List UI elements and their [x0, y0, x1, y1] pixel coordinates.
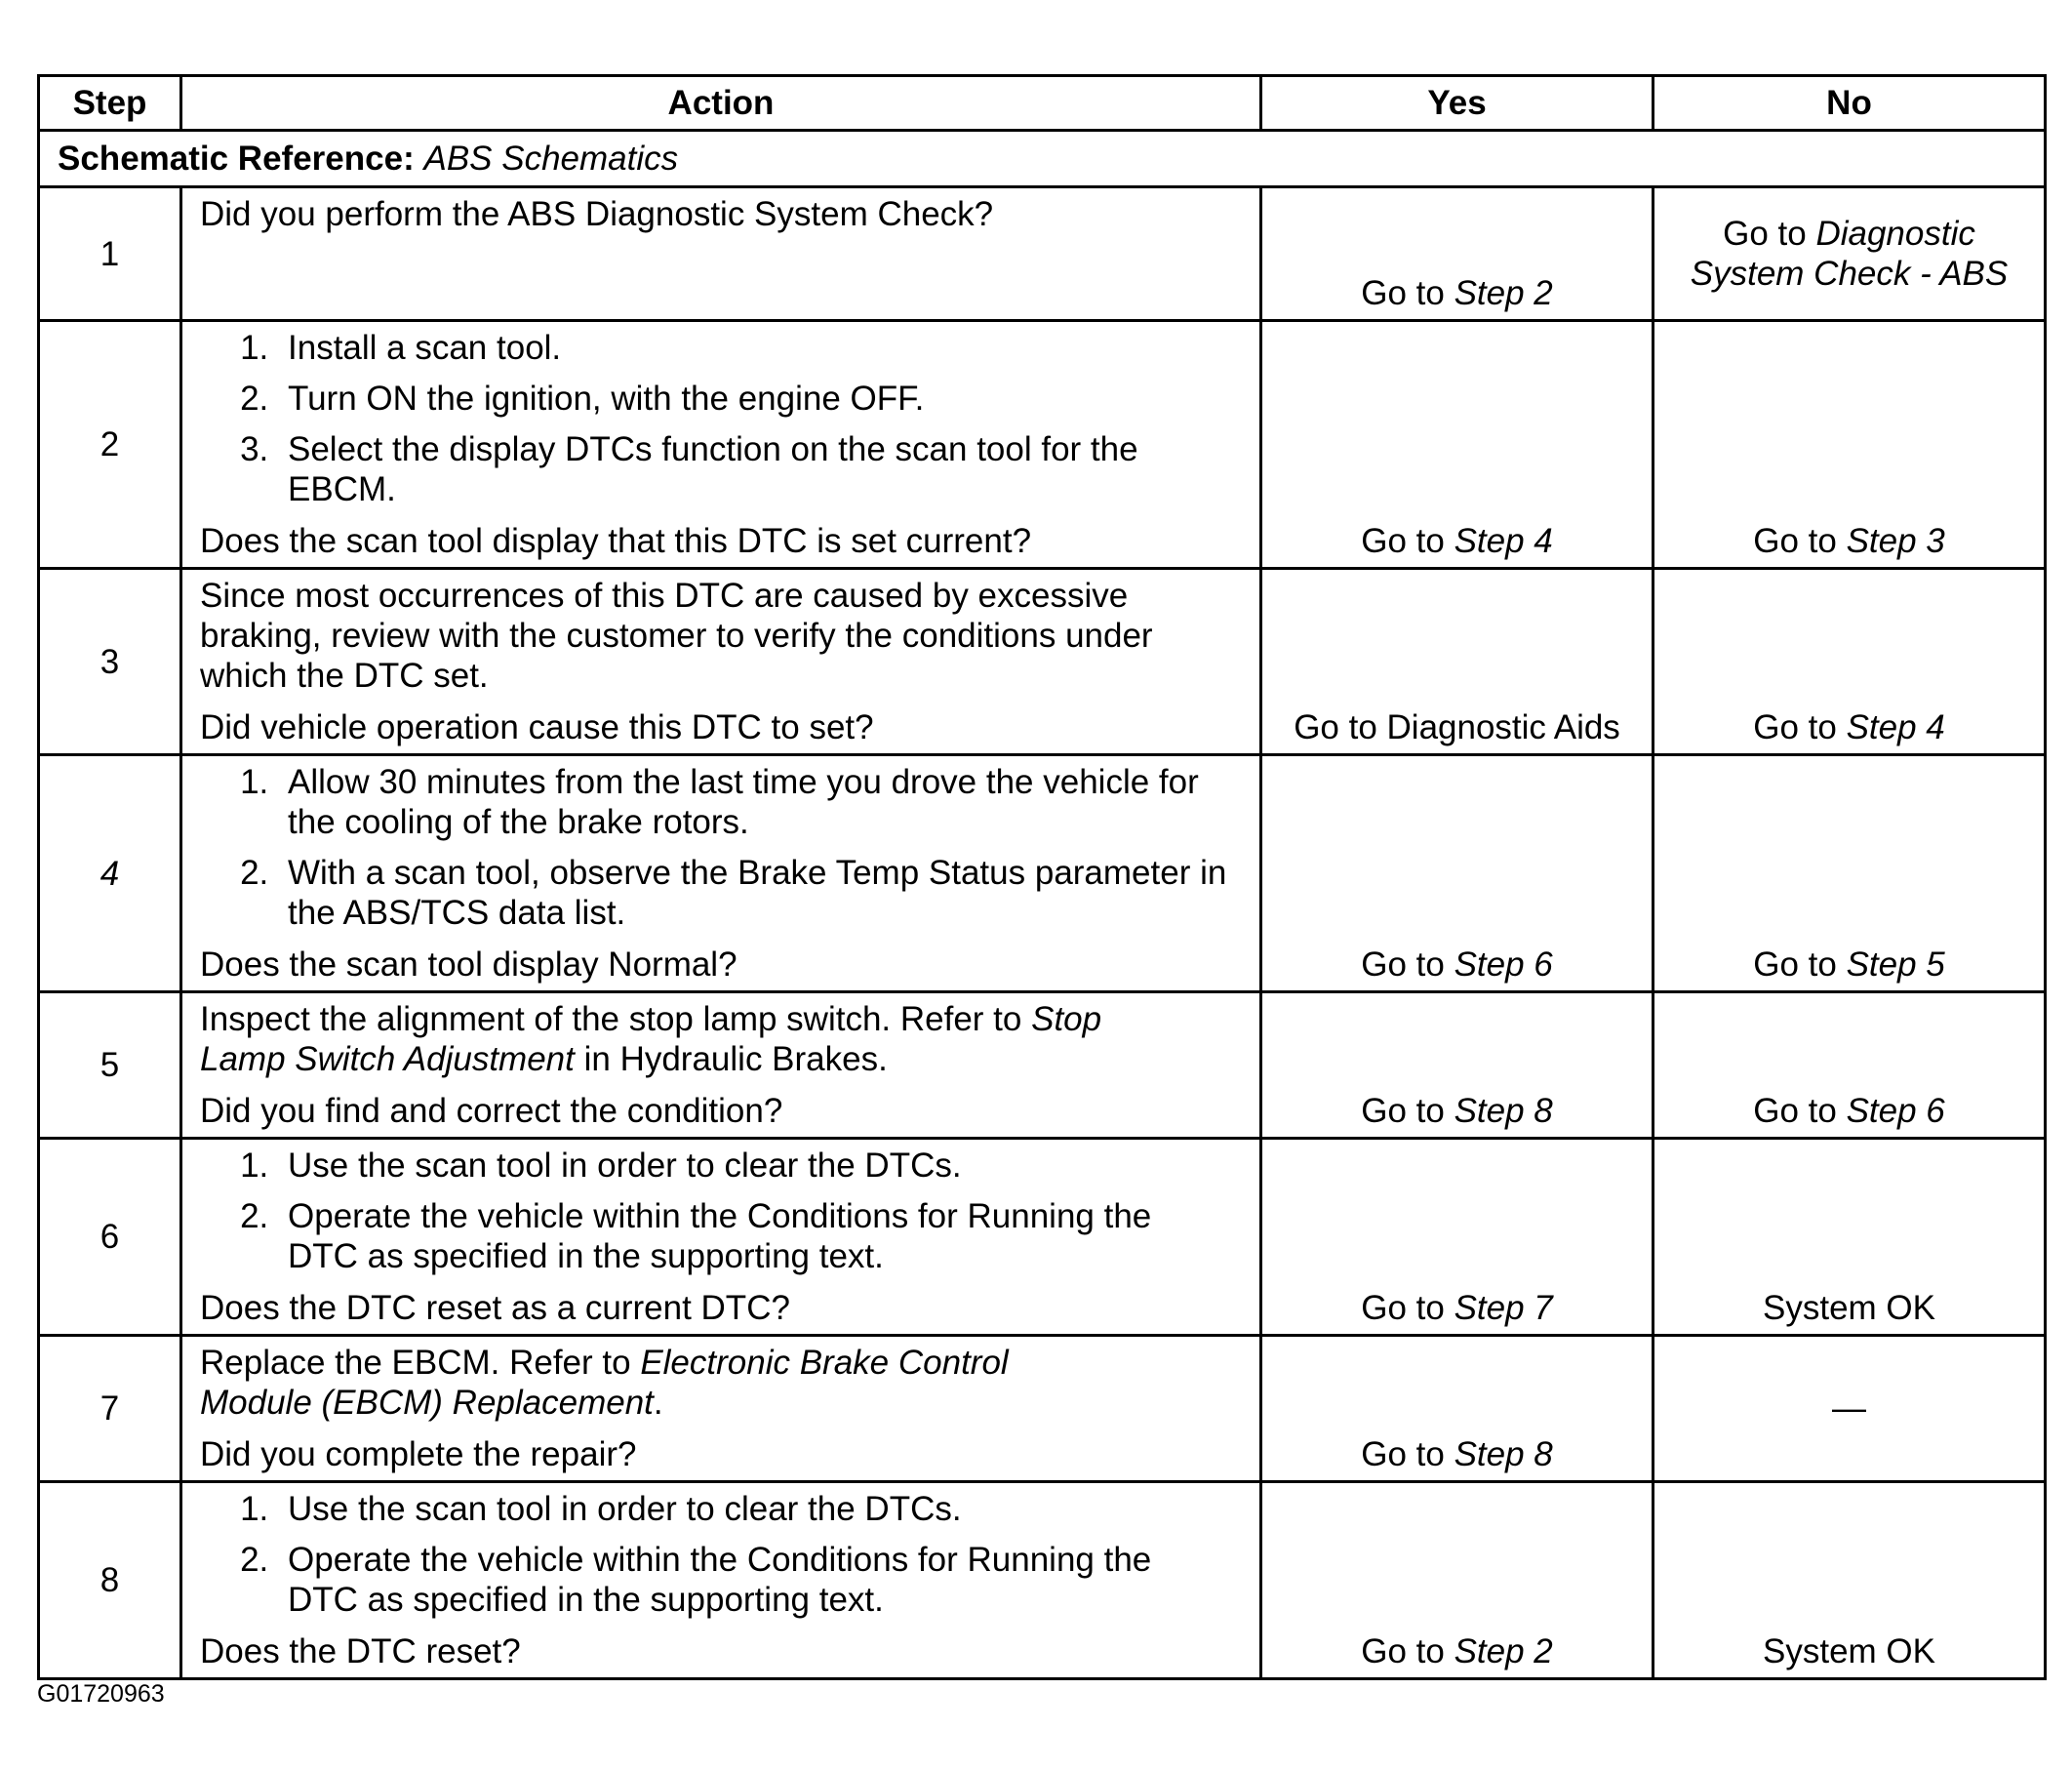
- yes-step-link[interactable]: Step 7: [1454, 1289, 1553, 1327]
- action-cell: [181, 187, 1261, 321]
- description-reference-link[interactable]: Electronic Brake Control Module (EBCM) Replacement: [200, 1344, 1009, 1422]
- yes-step-link[interactable]: Step 2: [1454, 274, 1553, 312]
- no-cell: [1654, 321, 2046, 569]
- action-step-item: 2. Operate the vehicle within the Conditions for Running the DTC as specified in the supporting text.: [278, 1540, 1205, 1620]
- step-number: 8: [39, 1482, 181, 1679]
- action-cell: [181, 1336, 1261, 1482]
- description-text: in Hydraulic Brakes.: [574, 1040, 888, 1078]
- table-row: [39, 187, 2046, 321]
- table-row: [39, 992, 2046, 1139]
- action-question: Did you perform the ABS Diagnostic System Check?: [200, 195, 994, 233]
- action-step-item: 2. With a scan tool, observe the Brake Temp Status parameter in the ABS/TCS data list.: [278, 853, 1242, 933]
- action-step-item: 3. Select the display DTCs function on the scan tool for the EBCM.: [278, 429, 1166, 509]
- no-prefix: Go to: [1723, 215, 1816, 253]
- yes-prefix: Go to: [1361, 522, 1454, 560]
- yes-prefix: Go to: [1361, 1092, 1454, 1130]
- action-description: [200, 1343, 1078, 1423]
- schematic-reference: [39, 131, 2046, 187]
- action-step-item: 1. Allow 30 minutes from the last time you drove the vehicle for the cooling of the brake rotors.: [278, 762, 1242, 842]
- action-cell: [181, 569, 1261, 755]
- action-step-item: 2. Turn ON the ignition, with the engine OFF.: [278, 379, 1242, 419]
- description-reference-link[interactable]: Stop Lamp Switch Adjustment: [200, 1000, 1102, 1078]
- action-steps-list: [200, 328, 1242, 509]
- header-step: Step: [39, 76, 181, 131]
- yes-prefix: Go to: [1361, 945, 1454, 984]
- description-text: .: [653, 1384, 663, 1422]
- action-steps-list: [200, 1489, 1242, 1620]
- action-question: Does the scan tool display Normal?: [200, 945, 737, 984]
- no-prefix: Go to: [1753, 1092, 1847, 1130]
- description-text: Inspect the alignment of the stop lamp switch. Refer to: [200, 1000, 1032, 1038]
- no-link-continued[interactable]: System Check - ABS: [1690, 255, 2009, 293]
- table-row: [39, 321, 2046, 569]
- no-cell: —: [1654, 1336, 2046, 1482]
- action-cell: [181, 1139, 1261, 1336]
- no-cell: System OK: [1654, 1139, 2046, 1336]
- action-step-item: 1. Use the scan tool in order to clear the DTCs.: [278, 1146, 1242, 1186]
- yes-cell: [1261, 187, 1654, 321]
- step-number: 4: [39, 755, 181, 992]
- no-cell: [1654, 569, 2046, 755]
- description-text: Replace the EBCM. Refer to: [200, 1344, 641, 1382]
- step-number: 2: [39, 321, 181, 569]
- header-no: No: [1654, 76, 2046, 131]
- yes-cell: [1261, 755, 1654, 992]
- yes-step-link[interactable]: Step 4: [1454, 522, 1553, 560]
- action-steps-list: [200, 762, 1242, 933]
- action-cell: [181, 992, 1261, 1139]
- table-row: [39, 1482, 2046, 1679]
- header-yes: Yes: [1261, 76, 1654, 131]
- step-number: 3: [39, 569, 181, 755]
- table-row: [39, 569, 2046, 755]
- yes-prefix: Go to: [1361, 1632, 1454, 1670]
- action-cell: [181, 1482, 1261, 1679]
- no-cell: [1654, 187, 2046, 321]
- yes-cell[interactable]: Go to Diagnostic Aids: [1261, 569, 1654, 755]
- no-prefix: Go to: [1753, 708, 1847, 746]
- no-step-link[interactable]: Step 4: [1846, 708, 1945, 746]
- yes-cell: [1261, 1336, 1654, 1482]
- action-question: Does the scan tool display that this DTC is set current?: [200, 522, 1032, 560]
- no-step-link[interactable]: Step 3: [1846, 522, 1945, 560]
- header-row: [39, 76, 2046, 131]
- table-row: [39, 755, 2046, 992]
- no-link[interactable]: Diagnostic: [1815, 215, 1975, 253]
- yes-cell: [1261, 1139, 1654, 1336]
- yes-cell: [1261, 1482, 1654, 1679]
- step-number: 6: [39, 1139, 181, 1336]
- action-question: Did vehicle operation cause this DTC to set?: [200, 708, 874, 746]
- no-prefix: Go to: [1753, 522, 1847, 560]
- yes-prefix: Go to: [1361, 274, 1454, 312]
- schematic-reference-label: Schematic Reference:: [58, 140, 415, 178]
- schematic-reference-row: [39, 131, 2046, 187]
- action-question: Did you find and correct the condition?: [200, 1092, 783, 1130]
- action-question: Did you complete the repair?: [200, 1435, 637, 1473]
- no-cell: System OK: [1654, 1482, 2046, 1679]
- no-step-link[interactable]: Step 6: [1846, 1092, 1945, 1130]
- yes-step-link[interactable]: Step 8: [1454, 1092, 1553, 1130]
- yes-step-link[interactable]: Step 2: [1454, 1632, 1553, 1670]
- schematic-reference-link[interactable]: ABS Schematics: [423, 140, 679, 178]
- header-action: Action: [181, 76, 1261, 131]
- action-description: Since most occurrences of this DTC are caused by excessive braking, review with the customer to verify the conditions under which the DTC set.: [200, 577, 1153, 695]
- no-cell: [1654, 992, 2046, 1139]
- table-row: [39, 1336, 2046, 1482]
- figure-id: G01720963: [37, 1680, 165, 1708]
- action-step-item: 2. Operate the vehicle within the Conditions for Running the DTC as specified in the supporting text.: [278, 1196, 1205, 1276]
- step-number: 1: [39, 187, 181, 321]
- action-cell: [181, 755, 1261, 992]
- no-cell: [1654, 755, 2046, 992]
- no-step-link[interactable]: Step 5: [1846, 945, 1945, 984]
- no-prefix: Go to: [1753, 945, 1847, 984]
- action-step-item: 1. Use the scan tool in order to clear the DTCs.: [278, 1489, 1242, 1529]
- yes-cell: [1261, 992, 1654, 1139]
- table-row: [39, 1139, 2046, 1336]
- yes-prefix: Go to: [1361, 1435, 1454, 1473]
- step-number: 5: [39, 992, 181, 1139]
- step-number: 7: [39, 1336, 181, 1482]
- action-steps-list: [200, 1146, 1242, 1276]
- action-description: [200, 999, 1175, 1079]
- action-step-item: 1. Install a scan tool.: [278, 328, 1242, 368]
- action-cell: [181, 321, 1261, 569]
- action-question: Does the DTC reset?: [200, 1632, 521, 1670]
- diagnostic-table: [37, 74, 2047, 1680]
- yes-prefix: Go to: [1361, 1289, 1454, 1327]
- action-question: Does the DTC reset as a current DTC?: [200, 1289, 790, 1327]
- yes-cell: [1261, 321, 1654, 569]
- yes-step-link[interactable]: Step 6: [1454, 945, 1553, 984]
- yes-step-link[interactable]: Step 8: [1454, 1435, 1553, 1473]
